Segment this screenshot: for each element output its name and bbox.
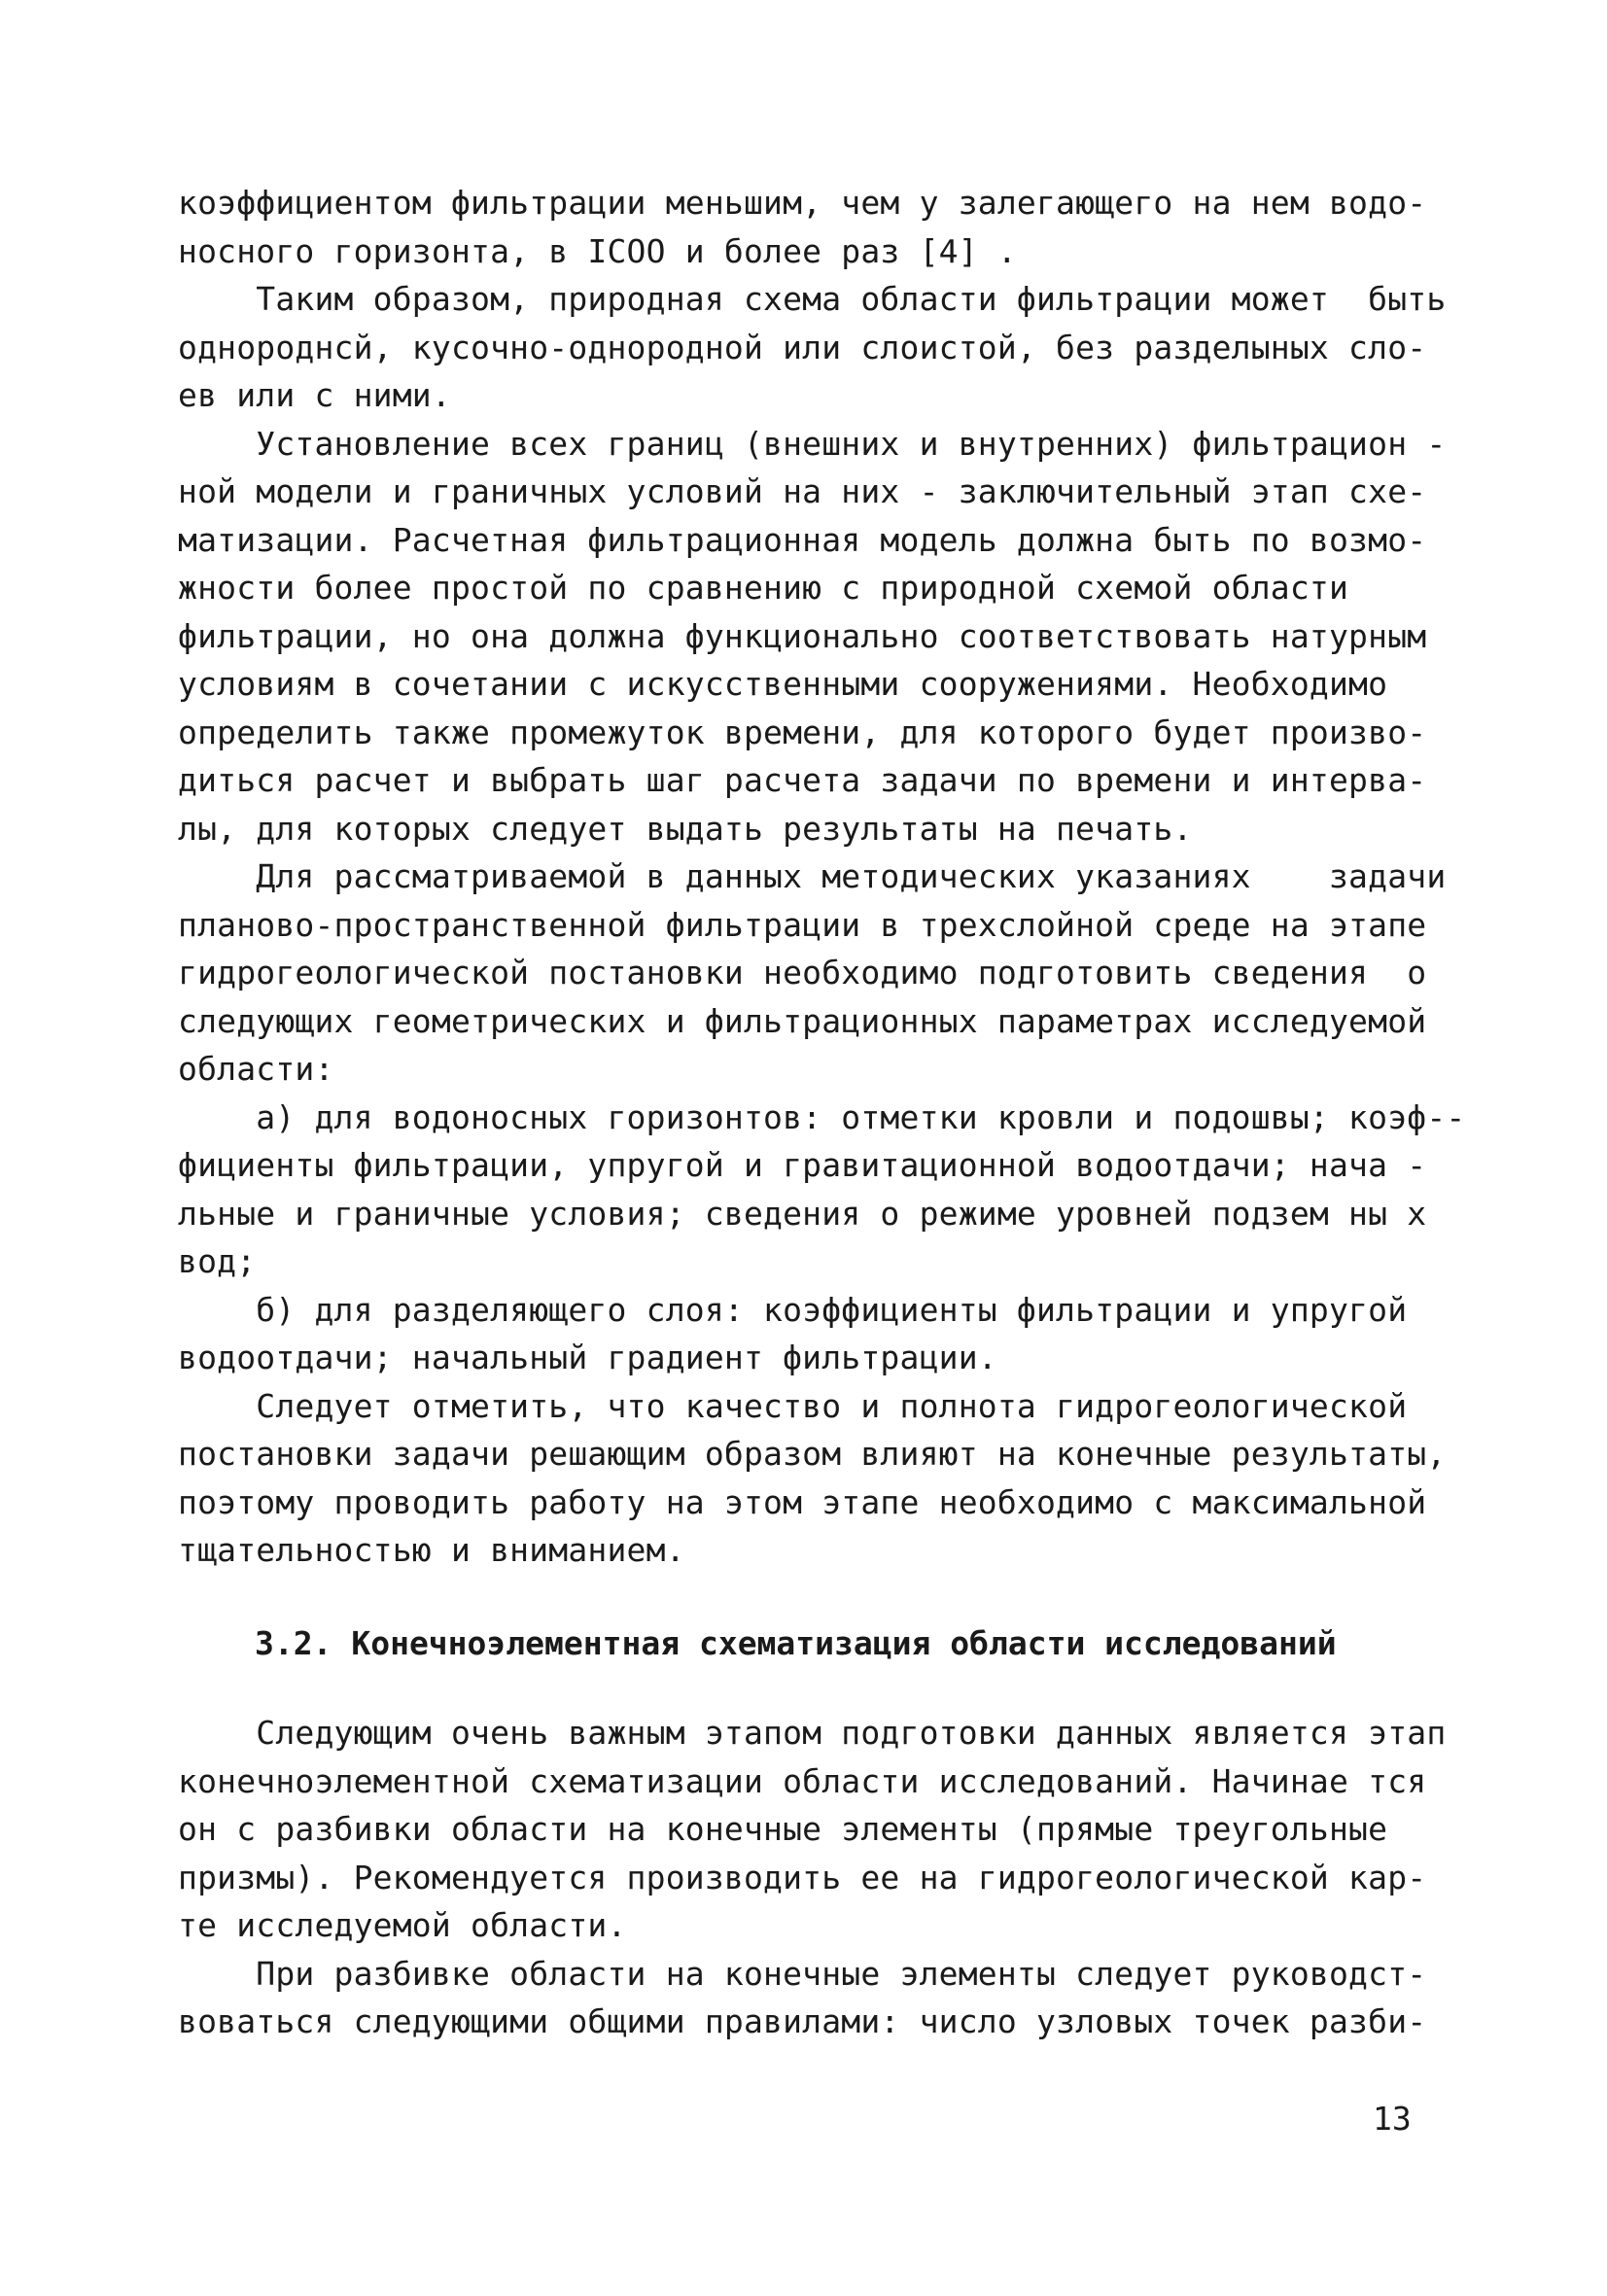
text-line: а) для водоносных горизонтов: отметки кровли и подошвы; коэф-- (178, 1097, 1466, 1136)
body-text-block-2 (178, 1709, 1447, 2046)
text-line: поэтому проводить работу на этом этапе необходимо с максимальной (178, 1482, 1427, 1521)
text-line: те исследуемой области. (178, 1906, 627, 1944)
text-line: матизации. Расчетная фильтрационная модель должна быть по возмо- (178, 520, 1427, 559)
text-line: льные и граничные условия; сведения о режиме уровней подзем ны х (178, 1194, 1427, 1233)
text-line: Следующим очень важным этапом подготовки данных является этап (178, 1714, 1447, 1752)
text-line: гидрогеологической постановки необходимо подготовить сведения о (178, 954, 1427, 991)
text-line: Следует отметить, что качество и полнота гидрогеологической (178, 1386, 1408, 1425)
text-line: фициенты фильтрации, упругой и гравитационной водоотдачи; нача - (178, 1146, 1427, 1184)
text-line: б) для разделяющего слоя: коэффициенты фильтрации и упругой (178, 1290, 1408, 1329)
page-number: 13 (1373, 2100, 1412, 2138)
text-line: области: (178, 1050, 334, 1088)
text-line: Установление всех границ (внешних и внутренних) фильтрацион - (178, 424, 1447, 463)
text-line: конечноэлементной схематизации области исследований. Начинае тся (178, 1761, 1427, 1800)
text-line: постановки задачи решающим образом влияют на конечные результаты, (178, 1435, 1447, 1473)
text-line: диться расчет и выбрать шаг расчета задачи по времени и интерва- (178, 761, 1427, 799)
text-line: тщательностью и вниманием. (178, 1531, 685, 1569)
text-line: воваться следующими общими правилами: число узловых точек разби- (178, 2002, 1427, 2040)
text-line: Для рассматриваемой в данных методических указаниях задачи (178, 857, 1447, 895)
text-line: носного горизонта, в IСОО и более раз [4] . (178, 231, 1017, 270)
text-line: Таким образом, природная схема области фильтрации может быть (178, 280, 1447, 318)
text-line: коэффициентом фильтрации меньшим, чем у залегающего на нем водо- (178, 184, 1427, 222)
text-line: следующих геометрических и фильтрационных параметрах исследуемой (178, 1001, 1427, 1040)
section-heading: 3.2. Конечноэлементная схематизация области исследований (255, 1624, 1337, 1662)
text-line: жности более простой по сравнению с природной схемой области (178, 569, 1349, 607)
text-line: ев или с ними. (178, 376, 451, 414)
text-line: призмы). Рекомендуется производить ее на гидрогеологической кар- (178, 1858, 1427, 1896)
text-line: определить также промежуток времени, для которого будет произво- (178, 713, 1427, 751)
text-line: он с разбивки области на конечные элементы (прямые треугольные (178, 1810, 1388, 1848)
text-line: условиям в сочетании с искусственными сооружениями. Необходимо (178, 665, 1388, 703)
text-line: вод; (178, 1242, 257, 1280)
text-line: лы, для которых следует выдать результаты на печать. (178, 809, 1193, 848)
text-line: водоотдачи; начальный градиент фильтрации. (178, 1339, 997, 1376)
text-line: однороднсй, кусочно-однородной или слоистой, без разделыных сло- (178, 328, 1427, 366)
text-line: фильтрации, но она должна функционально соответствовать натурным (178, 616, 1427, 655)
body-text-block-1 (178, 179, 1466, 1575)
text-line: При разбивке области на конечные элементы следует руководст- (178, 1954, 1427, 1993)
text-line: планово-пространственной фильтрации в трехслойной среде на этапе (178, 905, 1427, 944)
text-line: ной модели и граничных условий на них - заключительный этап схе- (178, 472, 1427, 510)
